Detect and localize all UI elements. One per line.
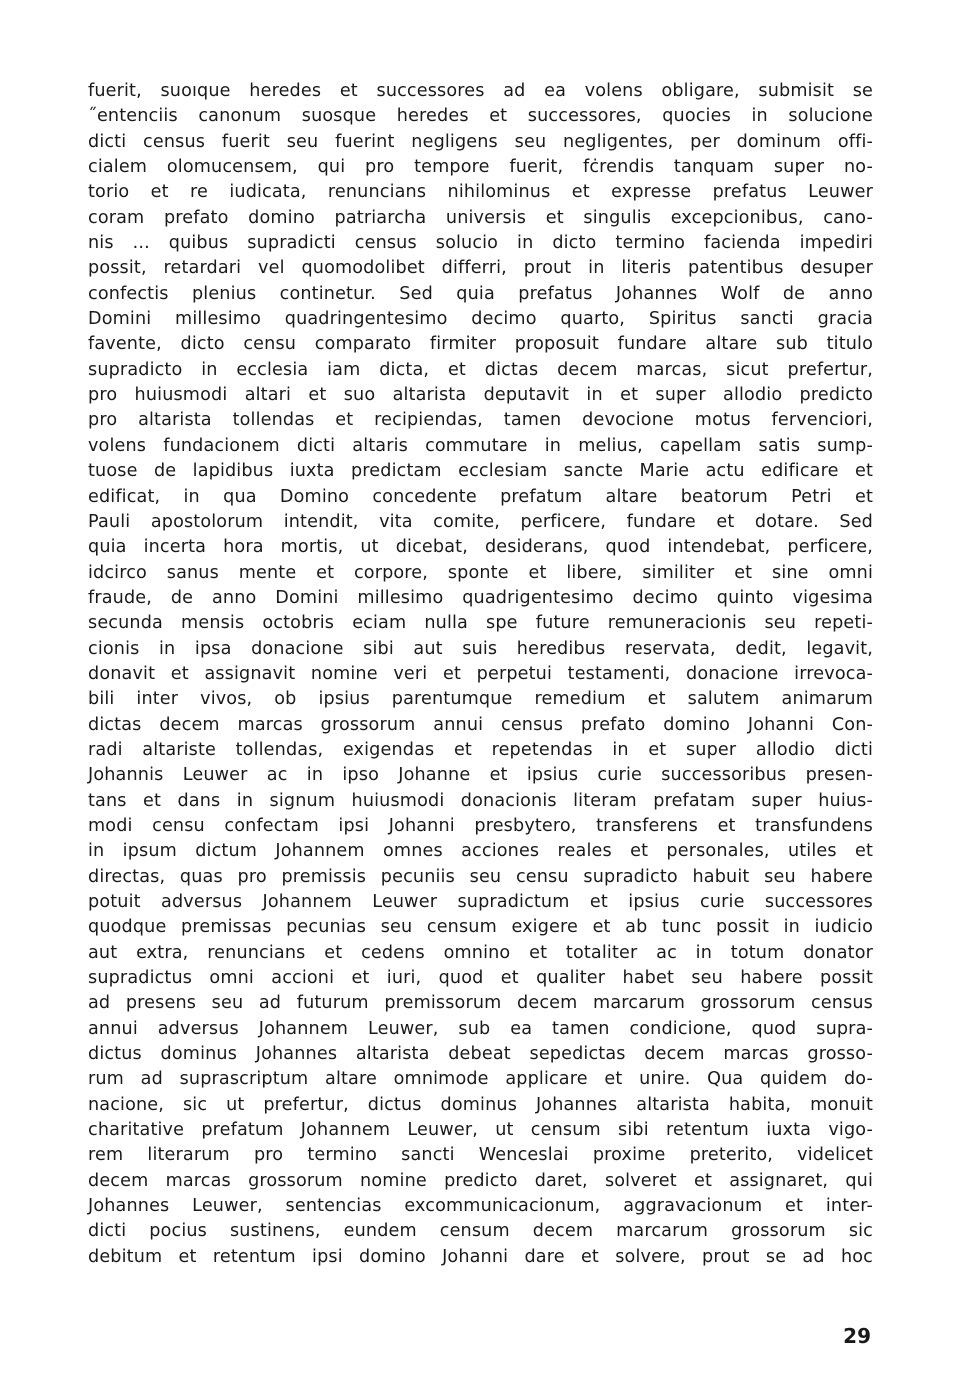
text-line: in ipsum dictum Johannem omnes acciones reales et personales, utiles et	[88, 841, 873, 862]
text-line: tans et dans in signum huiusmodi donacionis literam prefatam super huius-	[88, 790, 873, 811]
text-line: idcirco sanus mente et corpore, sponte et libere, similiter et sine omni	[88, 562, 873, 583]
text-line: fuerit, suoıque heredes et successores ad ea volens obligare, submisit se	[88, 81, 873, 101]
text-line: quia incerta hora mortis, ut dicebat, desiderans, quod intendebat, perficere,	[88, 537, 873, 558]
text-line: supradictus omni accioni et iuri, quod et qualiter habet seu habere possit	[88, 968, 873, 989]
text-line: Pauli apostolorum intendit, vita comite, perficere, fundare et dotare. Sed	[88, 511, 873, 532]
text-line: rum ad suprascriptum altare omnimode applicare et unire. Qua quidem do-	[88, 1069, 873, 1090]
text-line: directas, quas pro premissis pecuniis seu censu supradicto habuit seu habere	[88, 866, 873, 887]
text-line: cialem olomucensem, qui pro tempore fuerit, fċrendis tanquam super no-	[88, 157, 873, 178]
text-line: tuose de lapidibus iuxta predictam ecclesiam sancte Marie actu edificare et	[88, 461, 873, 482]
text-line: fraude, de anno Domini millesimo quadrigentesimo decimo quinto vigesima	[88, 587, 873, 608]
text-line: nis ... quibus supradicti census solucio in dicto termino facienda impediri	[88, 233, 873, 254]
text-line: dicti census fuerit seu fuerint negligens seu negligentes, per dominum offi-	[88, 131, 873, 152]
text-line: pro huiusmodi altari et suo altarista deputavit in et super allodio predicto	[88, 385, 873, 406]
text-line: Johannes Leuwer, sentencias excommunicacionum, aggravacionum et inter-	[88, 1196, 873, 1217]
text-line: aut extra, renuncians et cedens omnino et totaliter ac in totum donator	[88, 942, 873, 963]
text-line: ad presens seu ad futurum premissorum decem marcarum grossorum census	[88, 993, 873, 1014]
text-line: rem literarum pro termino sancti Wenceslai proxime preterito, videlicet	[88, 1145, 873, 1166]
text-line: charitative prefatum Johannem Leuwer, ut censum sibi retentum iuxta vigo-	[88, 1120, 873, 1141]
text-line: volens fundacionem dicti altaris commutare in melius, capellam satis sump-	[88, 435, 873, 456]
text-line: coram prefato domino patriarcha universis et singulis excepcionibus, cano-	[88, 207, 873, 228]
text-line: cionis in ipsa donacione sibi aut suis heredibus reservata, dedit, legavit,	[88, 638, 873, 659]
page-number: 29	[843, 1324, 871, 1348]
body-text	[88, 79, 873, 1270]
text-line: torio et re iudicata, renuncians nihilominus et expresse prefatus Leuwer	[88, 182, 873, 203]
text-line: potuit adversus Johannem Leuwer supradictum et ipsius curie successores	[88, 892, 873, 912]
text-line: donavit et assignavit nomine veri et perpetui testamenti, donacione irrevoca-	[88, 663, 873, 684]
text-line: Domini millesimo quadringentesimo decimo quarto, Spiritus sancti gracia	[88, 309, 873, 330]
text-line: secunda mensis octobris eciam nulla spe future remuneracionis seu repeti-	[88, 613, 873, 634]
text-line: radi altariste tollendas, exigendas et repetendas in et super allodio dicti	[88, 739, 873, 760]
text-line: quodque premissas pecunias seu censum exigere et ab tunc possit in iudicio	[88, 917, 873, 938]
text-line: modi censu confectam ipsi Johanni presbytero, transferens et transfundens	[88, 815, 873, 836]
text-line: edificat, in qua Domino concedente prefatum altare beatorum Petri et	[88, 486, 873, 507]
text-line: supradicto in ecclesia iam dicta, et dictas decem marcas, sicut prefertur,	[88, 359, 873, 380]
text-line: dictas decem marcas grossorum annui census prefato domino Johanni Con-	[88, 714, 873, 735]
text-line: annui adversus Johannem Leuwer, sub ea tamen condicione, quod supra-	[88, 1018, 873, 1039]
text-line: confectis plenius continetur. Sed quia prefatus Johannes Wolf de anno	[88, 283, 873, 304]
text-line: Johannis Leuwer ac in ipso Johanne et ipsius curie successoribus presen-	[88, 765, 873, 786]
text-line: favente, dicto censu comparato firmiter proposuit fundare altare sub titulo	[88, 334, 873, 355]
text-line: debitum et retentum ipsi domino Johanni dare et solvere, prout se ad hoc	[88, 1246, 873, 1267]
text-line: bili inter vivos, ob ipsius parentumque remedium et salutem animarum	[88, 689, 873, 710]
text-line: ˝entenciis canonum suosque heredes et successores, quocies in solucione	[88, 106, 873, 127]
text-line: dicti pocius sustinens, eundem censum decem marcarum grossorum sic	[88, 1221, 873, 1242]
text-line: possit, retardari vel quomodolibet differri, prout in literis patentibus desuper	[88, 258, 873, 279]
text-line: decem marcas grossorum nomine predicto daret, solveret et assignaret, qui	[88, 1170, 873, 1191]
text-line: nacione, sic ut prefertur, dictus dominus Johannes altarista habita, monuit	[88, 1094, 873, 1115]
text-line: pro altarista tollendas et recipiendas, tamen devocione motus fervenciori,	[88, 410, 873, 431]
text-line: dictus dominus Johannes altarista debeat sepedictas decem marcas grosso-	[88, 1044, 873, 1065]
